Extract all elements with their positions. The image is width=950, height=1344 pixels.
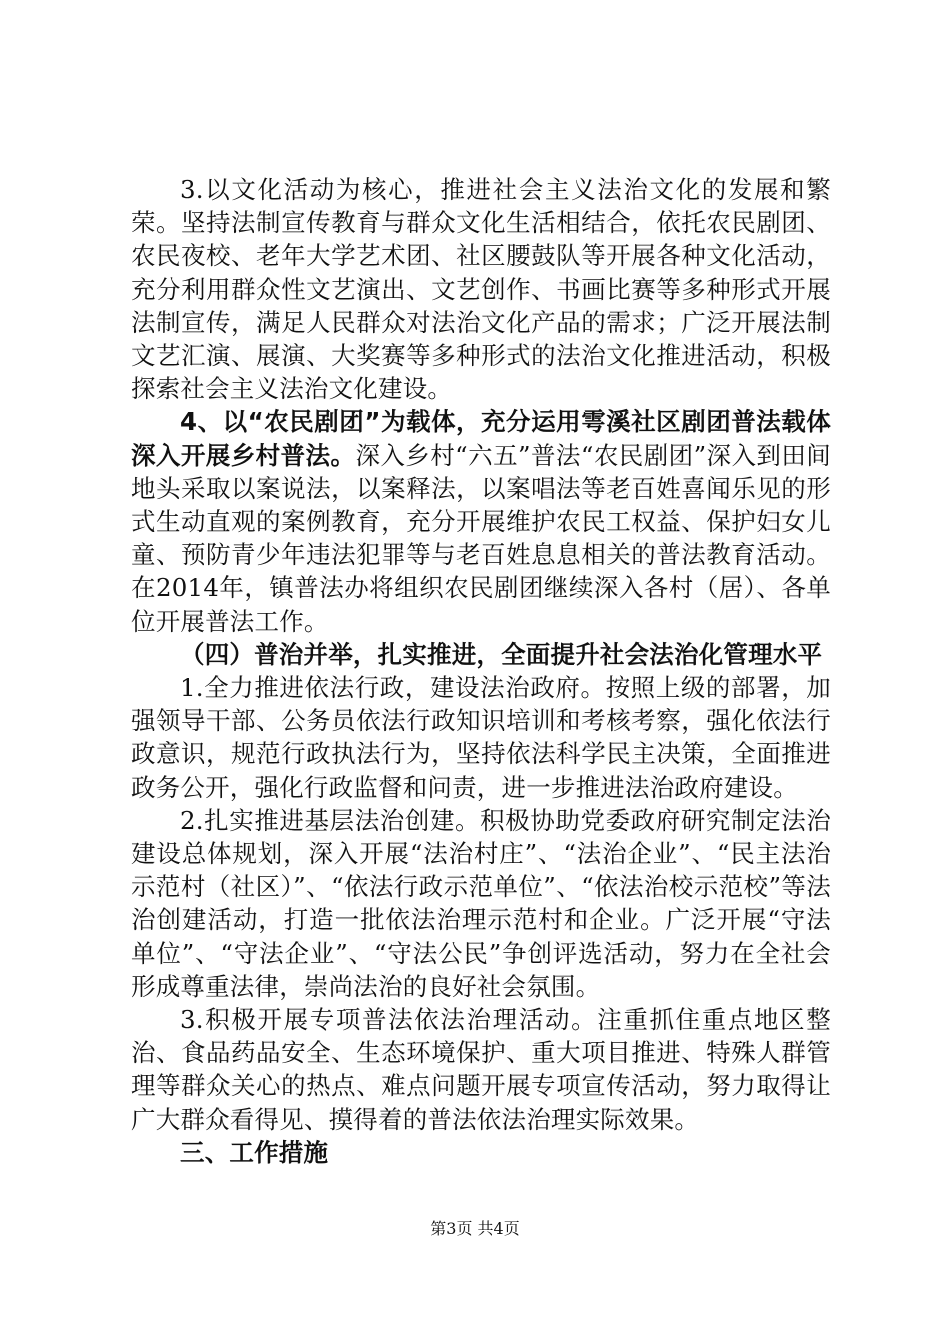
- paragraph-lead: 4、以“农民剧团”为载体，充分运用雩溪社区剧团普法载体深入开展乡村普法。: [131, 407, 831, 470]
- paragraph-special-campaigns: [131, 1003, 831, 1136]
- paragraph-text: 3.积极开展专项普法依法治理活动。注重抓住重点地区整治、食品药品安全、生态环境保护、重大项目推进、特殊人群管理等群众关心的热点、难点问题开展专项宣传活动，努力取得让广大群众看得见、摸得着的普法依法治理实际效果。: [131, 1005, 831, 1134]
- page-footer: 第3页 共4页: [430, 1219, 520, 1238]
- paragraph-text: 3.以文化活动为核心，推进社会主义法治文化的发展和繁荣。坚持法制宣传教育与群众文化生活相结合，依托农民剧团、农民夜校、老年大学艺术团、社区腰鼓队等开展各种文化活动，充分利用群众性文艺演出、文艺创作、书画比赛等多种形式开展法制宣传，满足人民群众对法治文化产品的需求；广泛开展法制文艺汇演、展演、大奖赛等多种形式的法治文化推进活动，积极探索社会主义法治文化建设。: [131, 175, 831, 404]
- paragraph-text: 1.全力推进依法行政，建设法治政府。按照上级的部署，加强领导干部、公务员依法行政知识培训和考核考察，强化依法行政意识，规范行政执法行为，坚持依法科学民主决策，全面推进政务公开，强化行政监督和问责，进一步推进法治政府建设。: [131, 673, 831, 802]
- paragraph-text: 2.扎实推进基层法治创建。积极协助党委政府研究制定法治建设总体规划，深入开展“法治村庄”、“法治企业”、“民主法治示范村（社区）”、“依法行政示范单位”、“依法治校示范校”等法治创建活动，打造一批依法治理示范村和企业。广泛开展“守法单位”、“守法企业”、“守法公民”争创评选活动，努力在全社会形成尊重法律，崇尚法治的良好社会氛围。: [131, 805, 831, 1001]
- section-heading-measures: 三、工作措施: [180, 1137, 329, 1167]
- document-body: [131, 173, 831, 1169]
- paragraph-grassroots-rule-of-law: [131, 804, 831, 1003]
- paragraph-law-based-administration: [131, 671, 831, 804]
- paragraph-text: 深入乡村“六五”普法“农民剧团”深入到田间地头采取以案说法，以案释法，以案唱法等老百姓喜闻乐见的形式生动直观的案例教育，充分开展维护农民工权益、保护妇女儿童、预防青少年违法犯罪等与老百姓息息相关的普法教育活动。在2014年，镇普法办将组织农民剧团继续深入各村（居）、各单位开展普法工作。: [131, 440, 831, 636]
- section-heading-four: （四）普治并举，扎实推进，全面提升社会法治化管理水平: [180, 639, 823, 669]
- paragraph-culture-activities: [131, 173, 831, 405]
- paragraph-farmer-troupe: [131, 405, 831, 637]
